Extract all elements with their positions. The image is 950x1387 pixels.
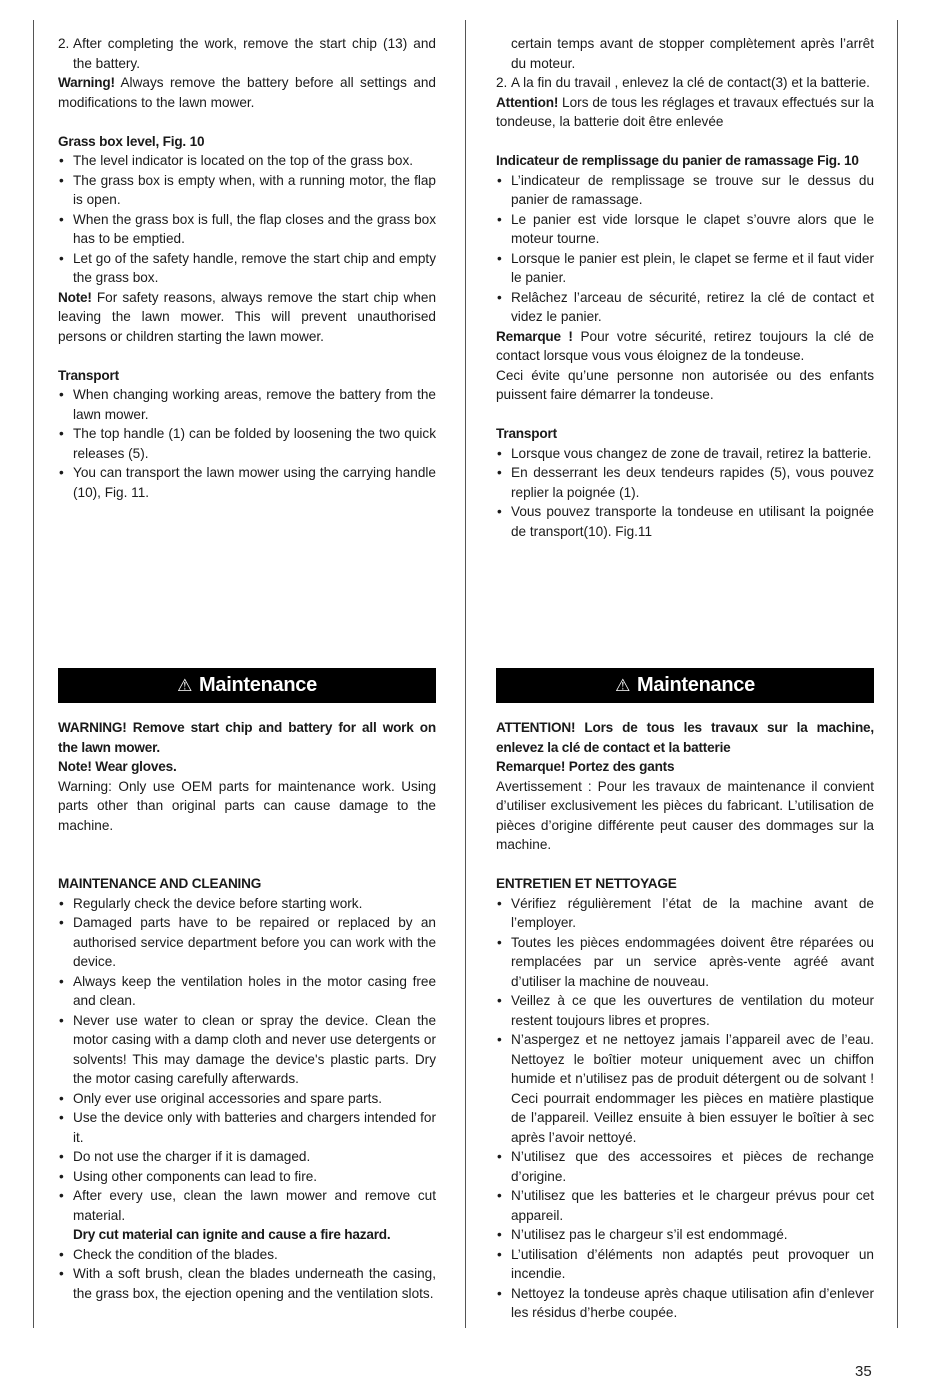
list-item: • Nettoyez la tondeuse après chaque utilisation afin d’enlever les résidus d’herbe coupée. [496,1284,874,1323]
list-item: • The level indicator is located on the top of the grass box. [58,151,436,171]
list-item: • Damaged parts have to be repaired or replaced by an authorised service department before you can work with the device. [58,913,436,972]
list-item: • Regularly check the device before starting work. [58,894,436,914]
list-item: • You can transport the lawn mower using the carrying handle (10), Fig. 11. [58,463,436,502]
cleaning-list [496,894,874,1323]
column-divider-rule [465,20,466,1328]
transport-list [496,444,874,542]
maintenance-header [496,668,874,703]
warning-label: Warning! [58,75,115,90]
warning-text: Always remove the battery before all settings and modifications to the lawn mower. [58,75,436,110]
remark-label: Remarque ! [496,328,573,344]
french-top-section [496,34,874,541]
list-item: • Toutes les pièces endommagées doivent être réparées ou remplacées par un service après-vente agréé avant d’utiliser la machine de nouveau. [496,933,874,992]
list-item: • Do not use the charger if it is damaged. [58,1147,436,1167]
list-item: • Never use water to clean or spray the device. Clean the motor casing with a damp cloth and never use detergents or solvents! This may damage the device's plastic parts. Dry the motor casing carefully afterwards. [58,1011,436,1089]
list-item [58,1186,436,1245]
list-item: • When the grass box is full, the flap closes and the grass box has to be emptied. [58,210,436,249]
step-text: A la fin du travail , enlevez la clé de contact(3) et la batterie. [511,75,870,90]
list-item: • Le panier est vide lorsque le clapet s’ouvre alors que le moteur tourne. [496,210,874,249]
english-step-2 [58,34,436,73]
warning-triangle-icon: ⚠ [615,675,631,695]
english-note-paragraph [58,288,436,347]
list-item: • Veillez à ce que les ouvertures de ventilation du moteur restent toujours libres et propres. [496,991,874,1030]
cleaning-heading: MAINTENANCE AND CLEANING [58,876,262,891]
french-remark-paragraph-2: Ceci évite qu’une personne non autorisée ou des enfants puissent faire démarrer la tondeuse. [496,367,874,402]
list-item: • Vérifiez régulièrement l’état de la machine avant de l’employer. [496,894,874,933]
transport-heading: Transport [58,367,119,383]
warning-triangle-icon: ⚠ [177,675,193,695]
step-number: 2. [58,36,70,51]
grass-box-list [58,151,436,288]
list-item: • The top handle (1) can be folded by loosening the two quick releases (5). [58,424,436,463]
gloves-note: Note! Wear gloves. [58,759,177,774]
french-attention-paragraph [496,93,874,132]
step-number: 2. [496,75,508,90]
french-maintenance-section [496,668,874,1323]
list-item: • L’indicateur de remplissage se trouve sur le dessus du panier de ramassage. [496,171,874,210]
maintenance-attention: ATTENTION! Lors de tous les travaux sur la machine, enlevez la clé de contact et la batterie [496,720,874,755]
list-item-text: After every use, clean the lawn mower and remove cut material. [73,1188,436,1223]
list-item: • N’utilisez pas le chargeur s’il est endommagé. [496,1225,874,1245]
list-item: • L’utilisation d’éléments non adaptés peut provoquer un incendie. [496,1245,874,1284]
french-steps-list [496,34,874,93]
oem-warning: Avertissement : Pour les travaux de maintenance il convient d’utiliser exclusivement les pièces du fabricant. L’utilisation de pièces d’origine différente peut causer des dommages sur la machine. [496,778,874,852]
list-item: • When changing working areas, remove the battery from the lawn mower. [58,385,436,424]
list-item: • Let go of the safety handle, remove the start chip and empty the grass box. [58,249,436,288]
attention-label: Attention! [496,94,559,110]
note-label: Note! [58,289,92,305]
english-steps-list [58,34,436,73]
list-item: • Only ever use original accessories and spare parts. [58,1089,436,1109]
list-item: • Lorsque le panier est plein, le clapet se ferme et il faut vider le panier. [496,249,874,288]
list-item: • N’utilisez que les batteries et le chargeur prévus pour cet appareil. [496,1186,874,1225]
french-step-2 [496,73,874,93]
list-item: • Always keep the ventilation holes in the motor casing free and clean. [58,972,436,1011]
left-margin-rule [33,20,34,1328]
english-warning-paragraph [58,73,436,112]
maintenance-warning: WARNING! Remove start chip and battery for all work on the lawn mower. [58,720,436,755]
note-text: For safety reasons, always remove the start chip when leaving the lawn mower. This will prevent unauthorised persons or children starting the lawn mower. [58,289,436,344]
indicator-list [496,171,874,327]
list-item: • En desserrant les deux tendeurs rapides (5), vous pouvez replier la poignée (1). [496,463,874,502]
cleaning-heading: ENTRETIEN ET NETTOYAGE [496,876,677,891]
list-item: • N’utilisez que des accessoires et pièces de rechange d’origine. [496,1147,874,1186]
list-item: • Vous pouvez transporte la tondeuse en utilisant la poignée de transport(10). Fig.11 [496,502,874,541]
cleaning-list [58,894,436,1304]
french-continued-step: certain temps avant de stopper complètement après l’arrêt du moteur. [511,36,874,71]
transport-list [58,385,436,502]
fire-hazard-note: Dry cut material can ignite and cause a fire hazard. [73,1227,391,1242]
list-item: • Check the condition of the blades. [58,1245,436,1265]
maintenance-title: Maintenance [199,673,317,696]
maintenance-header [58,668,436,703]
english-top-section [58,34,436,502]
french-remark-paragraph [496,327,874,366]
list-item: • The grass box is empty when, with a running motor, the flap is open. [58,171,436,210]
right-margin-rule [897,20,898,1328]
list-item: • Relâchez l’arceau de sécurité, retirez la clé de contact et videz le panier. [496,288,874,327]
list-item: • Lorsque vous changez de zone de travail, retirez la batterie. [496,444,874,464]
attention-text: Lors de tous les réglages et travaux effectués sur la tondeuse, la batterie doit être enlevée [496,94,874,129]
list-item: • Using other components can lead to fire. [58,1167,436,1187]
maintenance-title: Maintenance [637,673,755,696]
list-item: • Use the device only with batteries and chargers intended for it. [58,1108,436,1147]
gloves-note: Remarque! Portez des gants [496,759,675,774]
transport-heading: Transport [496,426,557,441]
english-maintenance-section [58,668,436,1303]
step-text: After completing the work, remove the start chip (13) and the battery. [73,36,436,71]
remark-text: Pour votre sécurité, retirez toujours la clé de contact lorsque vous vous éloignez de la tondeuse. [496,328,874,363]
list-item: • N’aspergez et ne nettoyez jamais l’appareil avec de l’eau. Nettoyez le boîtier moteur uniquement avec un chiffon humide et n’utilisez pas de produit détergent ou de solvant ! Ceci pourrait endommager les pièces en matière plastique de l’appareil. Veillez ensuite à bien essuyer le boîtier à sec après l’avoir nettoyé. [496,1030,874,1147]
page-number: 35 [855,1363,872,1380]
grass-box-heading: Grass box level, Fig. 10 [58,133,205,149]
indicator-heading: Indicateur de remplissage du panier de ramassage Fig. 10 [496,153,859,168]
list-item: • With a soft brush, clean the blades underneath the casing, the grass box, the ejection opening and the ventilation slots. [58,1264,436,1303]
oem-warning: Warning: Only use OEM parts for maintenance work. Using parts other than original parts can cause damage to the machine. [58,778,436,833]
